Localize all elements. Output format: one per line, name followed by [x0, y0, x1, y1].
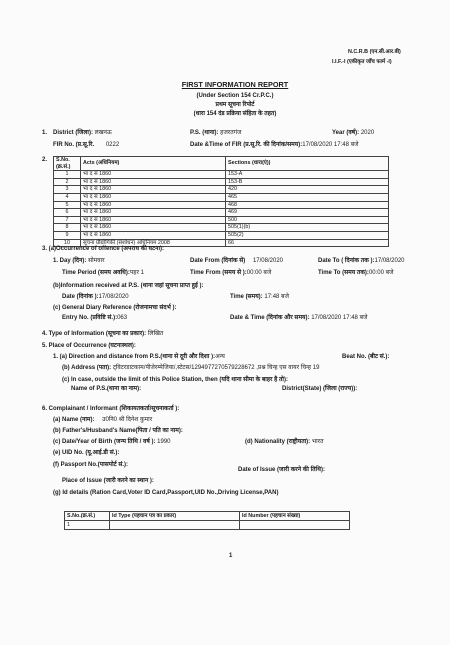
row-section: 420	[226, 186, 389, 194]
complainant-name-field	[53, 417, 152, 423]
district-label: District (जिला):	[53, 130, 93, 136]
col-id-sno: S.No.(क्र.सं.)	[65, 512, 110, 521]
info-received-title: (b)Information received at P.S. (थाना जहां सूचना प्राप्त हुई ):	[53, 283, 204, 289]
info-type-field	[42, 331, 163, 337]
id-row-number	[240, 521, 350, 530]
gd-datetime-value: 17/08/2020 17:48 बजे	[311, 315, 368, 321]
complainant-name-value: उ0नि0 श्री दिनेश कुमार	[102, 417, 153, 423]
passport-issue-date-label: Date of Issue (जारी करने की तिथि):	[238, 467, 325, 473]
section-6-title: 6. Complainant / Informant (शिकायतकर्ता/सूचनाकर्ता ):	[42, 406, 180, 412]
table-row	[54, 216, 389, 224]
table-row	[54, 186, 389, 194]
date-to-value: 17/08/2020	[374, 258, 405, 264]
row-section: 153-B	[226, 178, 389, 186]
row-sno: 4	[54, 193, 81, 201]
row-section: 469	[226, 209, 389, 217]
nationality-label: (d) Nationality (राष्ट्रीयता):	[245, 439, 311, 445]
row-act: भा द सं 1860	[81, 216, 226, 224]
nationality-value: भारत	[311, 439, 324, 445]
row-act: भा द सं 1860	[81, 231, 226, 239]
row-sno: 2	[54, 178, 81, 186]
ps-value: हजरतगंज	[220, 130, 242, 136]
row-section: 153-A	[226, 171, 389, 179]
passport-issue-place-label: Place of Issue (जारी करने का स्थान ):	[62, 478, 154, 484]
table-row	[54, 171, 389, 179]
fir-datetime-value: 17/08/2020 17:48 बजे	[302, 142, 359, 148]
row-act: भा द सं 1860	[81, 171, 226, 179]
time-period-field	[62, 270, 144, 276]
row-act: सूचना प्रौद्योगिकी (संशोधन) अधिनियम 2008	[81, 239, 226, 247]
row-act: भा द सं 1860	[81, 224, 226, 232]
table-row	[54, 224, 389, 232]
info-received-time	[230, 294, 289, 300]
section-5-title: 5. Place of Occurrence (घटनास्थल):	[42, 343, 136, 349]
direction-distance-value: अन्य	[215, 354, 225, 360]
complainant-name-label: (a) Name (नाम):	[53, 417, 95, 423]
date-from-field	[190, 258, 283, 264]
info-type-value: लिखित	[147, 331, 164, 337]
info-received-date	[62, 294, 129, 300]
fir-datetime-field	[190, 142, 359, 148]
col-acts: Acts (अधिनियम)	[81, 157, 226, 171]
row-sno: 1	[54, 171, 81, 179]
row-act: भा द सं 1860	[81, 201, 226, 209]
gd-entry-value: 063	[117, 315, 128, 321]
form-number: I.I.F.-I (एकीकृत जाँच फार्म -I)	[332, 59, 392, 65]
year-field	[332, 130, 374, 136]
date-to-field	[318, 258, 405, 264]
row-act: भा द सं 1860	[81, 209, 226, 217]
address-field	[62, 365, 319, 371]
row-section: 505(2)	[226, 231, 389, 239]
ps-label: P.S. (थाना):	[190, 130, 219, 136]
id-details-label: (g) Id details (Ration Card,Voter ID Card,Passport,UID No.,Driving License,PAN)	[53, 490, 279, 496]
ncrb-label: N.C.R.B (एन.सी.आर.बी)	[348, 49, 401, 55]
dob-label: (c) Date/Year of Birth (जन्म तिथि / वर्ष ):	[53, 439, 156, 445]
row-sno: 6	[54, 209, 81, 217]
fir-datetime-label: Date &Time of FIR (प्र.सू.रि. की दिनांक/समय):	[190, 142, 303, 148]
table-row	[54, 201, 389, 209]
time-to-value: 00:00 बजे	[368, 270, 394, 276]
gd-entry-label: Entry No. (प्रविष्टि सं.):	[62, 315, 118, 321]
info-time-value: 17:48 बजे	[264, 294, 289, 300]
beat-no-label: Beat No. (बीट सं.):	[342, 354, 390, 360]
year-value: 2020	[360, 130, 375, 136]
passport-label: (f) Passport No.(पासपोर्ट सं.):	[53, 462, 129, 468]
col-id-number: Id Number (पहचान संख्या)	[240, 512, 350, 521]
table-row	[54, 193, 389, 201]
row-section: 500	[226, 216, 389, 224]
day-field	[53, 258, 105, 264]
table-row	[54, 178, 389, 186]
direction-distance-label: 1. (a) Direction and distance from P.S.(थाना से दूरी और दिशा ):	[53, 354, 216, 360]
outside-ps-name-label: Name of P.S.(थाना का नाम):	[71, 386, 142, 392]
date-from-value: 17/08/2020	[252, 258, 283, 264]
dob-field	[53, 439, 171, 445]
info-date-label: Date (दिनांक ):	[62, 294, 99, 300]
col-sno: S.No. (क्र.सं.)	[54, 157, 81, 171]
fir-number-label: FIR No. (प्र.सू.रि.	[53, 142, 95, 148]
row-section: 66	[226, 239, 389, 247]
row-act: भा द सं 1860	[81, 193, 226, 201]
district-value: लखनऊ	[94, 130, 112, 136]
gd-entry-field	[62, 315, 127, 321]
table-row	[54, 209, 389, 217]
row-act: भा द सं 1860	[81, 186, 226, 194]
fir-number-value: 0222	[105, 142, 120, 148]
time-to-field	[318, 270, 394, 276]
id-row-type	[110, 521, 240, 530]
row-sno: 3	[54, 186, 81, 194]
section-2-number: 2.	[42, 157, 48, 163]
row-sno: 5	[54, 201, 81, 209]
row-sno: 8	[54, 224, 81, 232]
section-3-title: 3. (a)Occurrence of offence (अपराध की घटना):	[42, 246, 164, 252]
row-sno: 7	[54, 216, 81, 224]
row-sno: 10	[54, 239, 81, 247]
nationality-field	[245, 439, 324, 445]
year-label: Year (वर्ष):	[332, 130, 360, 136]
acts-sections-table	[53, 156, 389, 247]
report-title: FIRST INFORMATION REPORT	[181, 80, 289, 89]
address-label: (b) Address (पता):	[62, 365, 112, 371]
gd-datetime-label: Date & Time (दिनांक और समय):	[230, 315, 310, 321]
id-row-sno: 1	[65, 521, 110, 530]
info-date-value: 17/08/2020	[98, 294, 129, 300]
uid-label: (e) UID No. (यू.आई.डी सं.):	[53, 450, 120, 456]
date-from-label: Date From (दिनांक से)	[190, 258, 246, 264]
time-period-label: Time Period (समय अवधि):	[62, 270, 130, 276]
time-from-label: Time From (समय से ):	[190, 270, 247, 276]
row-act: भा द सं 1860	[81, 178, 226, 186]
id-details-table	[64, 511, 350, 530]
row-section: 505(1)(b)	[226, 224, 389, 232]
gd-datetime-field	[230, 315, 367, 321]
acts-table-header	[54, 157, 389, 171]
fir-number-field	[53, 142, 119, 148]
direction-distance-field	[53, 354, 225, 360]
id-table-header	[65, 512, 350, 521]
table-row	[54, 231, 389, 239]
outside-district-label: District(State) (जिला (राज्य)):	[282, 386, 358, 392]
father-husband-name-label: (b) Father's/Husband's Name(पिता / पति का नाम):	[53, 428, 183, 434]
day-label: 1. Day (दिन):	[53, 258, 87, 264]
col-sections: Sections (धारा(एं))	[226, 157, 389, 171]
row-sno: 9	[54, 231, 81, 239]
info-time-label: Time (समय):	[230, 294, 263, 300]
gd-reference-title: (c) General Diary Reference (रोजनामचा संदर्भ ):	[53, 305, 177, 311]
page-number: 1	[229, 553, 233, 559]
ps-field	[190, 130, 242, 136]
report-subtitle-hindi: (धारा 154 दंड प्रक्रिया संहिता के तहत)	[193, 111, 277, 117]
row-section: 465	[226, 193, 389, 201]
dob-value: 1990	[157, 439, 171, 445]
row-section: 468	[226, 201, 389, 209]
day-value: सोमवार	[88, 258, 105, 264]
address-value: ट्विटरडाटकाम/पीजेरम्मेजिया/,स्टेटस/1294977270579228672 ,प्रश्न चिन्ह एस वायर चिन्ह 19	[112, 365, 320, 371]
info-type-label: 4. Type of Information (सूचना का प्रकार):	[42, 331, 147, 337]
time-to-label: Time To (समय तक):	[318, 270, 369, 276]
table-row	[65, 521, 350, 530]
date-to-label: Date To ( दिनांक तक ):	[318, 258, 375, 264]
time-from-field	[190, 270, 271, 276]
outside-limit-line: (c) In case, outside the limit of this Police Station, then (यदि थाना सीमा के बाहर है तो):	[62, 377, 288, 383]
time-from-value: 00:00 बजे	[246, 270, 272, 276]
section-1-number: 1.	[42, 130, 48, 136]
report-title-hindi: प्रथम सूचना रिपोर्ट	[215, 102, 255, 108]
report-subtitle: (Under Section 154 Cr.P.C.)	[196, 93, 274, 99]
time-period-value: पहर 1	[129, 270, 144, 276]
district-field	[53, 130, 112, 136]
col-id-type: Id Type (पहचान पत्र का प्रकार)	[110, 512, 240, 521]
